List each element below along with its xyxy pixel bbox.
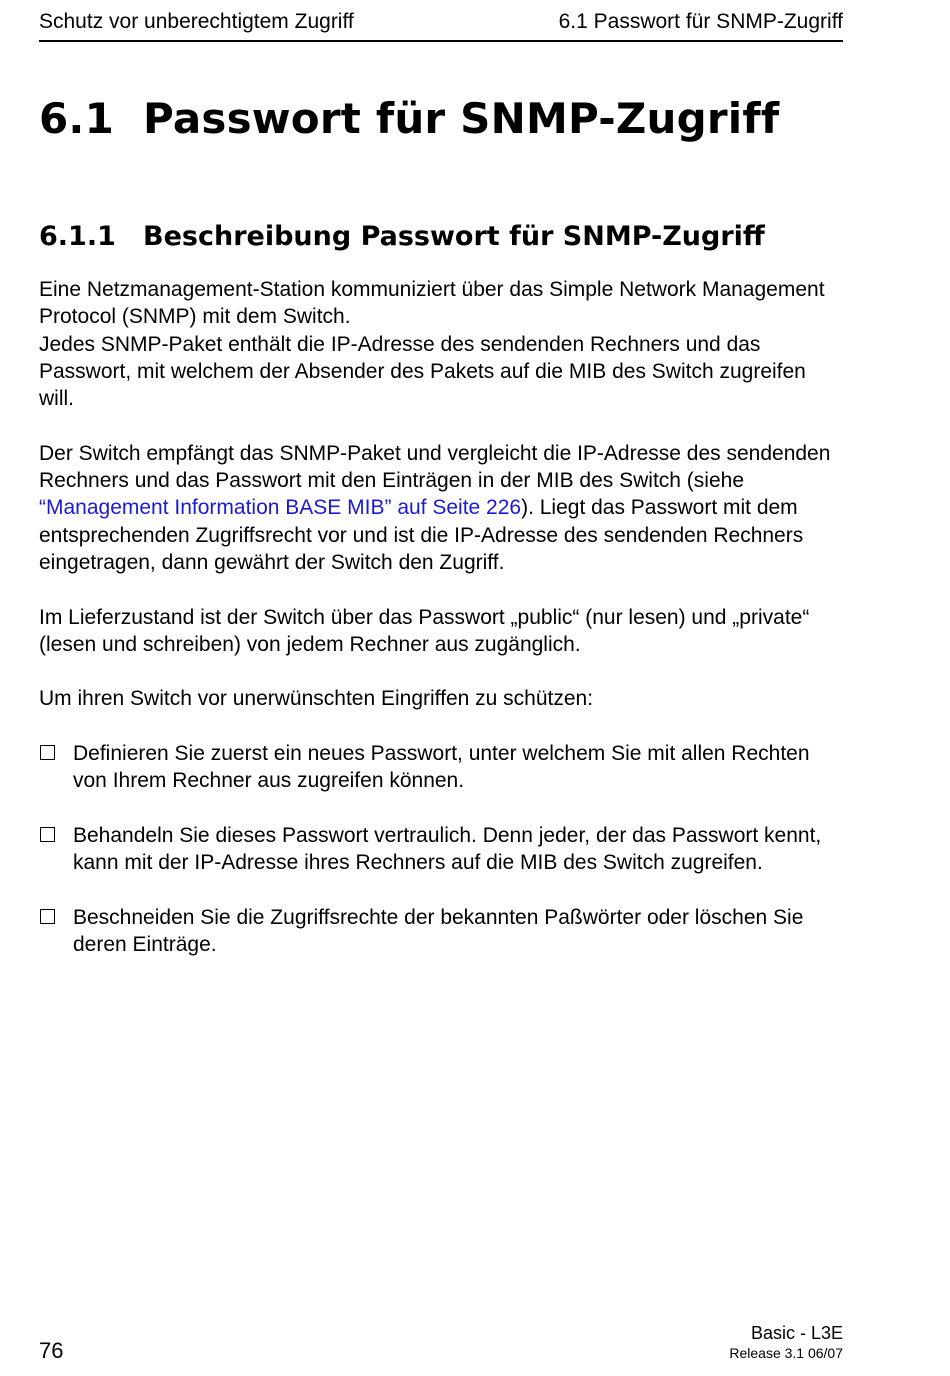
running-header [39, 8, 843, 42]
paragraph-intro: Eine Netzmanagement-Station kommuniziert über das Simple Network Management Protocol (SNMP) mit dem Switch. [39, 278, 825, 329]
chapter-title-text: Passwort für SNMP-Zugriff [143, 94, 780, 143]
paragraph-default-passwords: Im Lieferzustand ist der Switch über das Passwort „public“ (nur lesen) und „private“ (lesen und schreiben) von jedem Rechner aus zugänglich. [39, 605, 810, 656]
running-header-section: 6.1 Passwort für SNMP-Zugriff [558, 10, 843, 33]
checkbox-bullet-icon [40, 909, 55, 924]
body-text [39, 276, 845, 986]
list-item [39, 904, 845, 959]
checkbox-bullet-icon [40, 745, 55, 760]
list-item-text: Behandeln Sie dieses Passwort vertraulich. Denn jeder, der das Passwort kennt, kann mit der IP-Adresse ihres Rechners auf die MIB des Switch zugreifen. [73, 823, 822, 875]
section-number: 6.1.1 [39, 221, 116, 252]
list-item-text: Beschneiden Sie die Zugriffsrechte der bekannten Paßwörter oder löschen Sie deren Einträge. [73, 905, 804, 957]
list-item-text: Definieren Sie zuerst ein neues Passwort, unter welchem Sie mit allen Rechten von Ihrem Rechner aus zugreifen können. [73, 742, 810, 793]
paragraph-switch-check-text-end: ). Liegt das Passwort mit dem entsprechenden Zugriffsrecht vor und ist die IP-Adresse des sendenden Rechners eingetragen, dann gewährt der Switch den Zugriff. [39, 496, 804, 574]
section-title-text: Beschreibung Passwort für SNMP-Zugriff [143, 221, 765, 252]
chapter-title [39, 92, 779, 146]
chapter-number: 6.1 [39, 94, 115, 143]
cross-reference-link[interactable]: “Management Information BASE MIB” auf Seite 226 [39, 496, 522, 520]
paragraph-switch-check [39, 440, 845, 576]
footer-product: Basic - L3E [750, 1323, 843, 1343]
paragraph-protection-intro: Um ihren Switch vor unerwünschten Eingriffen zu schützen: [39, 687, 594, 711]
list-item [39, 740, 845, 795]
footer-release: Release 3.1 06/07 [729, 1345, 843, 1361]
page-number: 76 [39, 1338, 64, 1363]
list-item [39, 822, 845, 877]
protection-list [39, 740, 845, 958]
footer-release-info [729, 1322, 843, 1362]
paragraph-snmp-packet: Jedes SNMP-Paket enthält die IP-Adresse des sendenden Rechners und das Passwort, mit welchem der Absender des Pakets auf die MIB des Switch zugreifen will. [39, 332, 806, 411]
section-title [39, 219, 765, 255]
running-header-chapter: Schutz vor unberechtigtem Zugriff [39, 10, 354, 33]
checkbox-bullet-icon [40, 827, 55, 842]
paragraph-switch-check-text: Der Switch empfängt das SNMP-Paket und vergleicht die IP-Adresse des sendenden Rechners und das Passwort mit den Einträgen in der MIB des Switch (siehe [39, 441, 831, 493]
